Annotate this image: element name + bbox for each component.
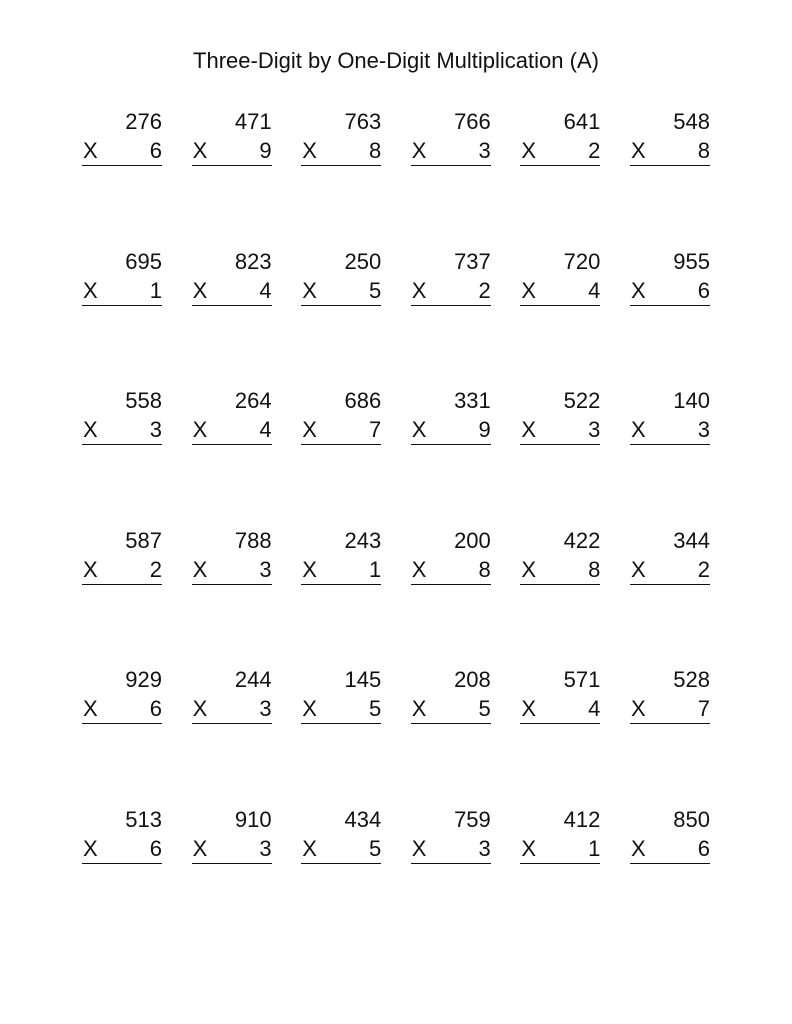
multiplier: 5: [368, 696, 382, 721]
multiplier: 5: [478, 696, 491, 721]
multiplier-line: [630, 277, 710, 306]
multiply-sign: X: [411, 696, 427, 721]
multiplication-problem: [520, 387, 600, 447]
multiplicand: 929: [125, 667, 162, 692]
multiplication-problem: [520, 666, 600, 726]
multiplier: 7: [368, 417, 382, 442]
multiplier-line: [82, 277, 162, 306]
multiplier-line: [301, 835, 381, 864]
problem-grid: [82, 108, 710, 945]
multiplier-line: [411, 137, 491, 166]
multiply-sign: X: [83, 835, 98, 861]
multiplicand: 910: [234, 806, 272, 832]
multiplication-problem: [82, 527, 162, 587]
multiply-sign: X: [630, 138, 646, 163]
multiply-sign: X: [630, 696, 646, 721]
multiplicand: 422: [563, 527, 601, 553]
multiplier-line: [82, 835, 162, 864]
multiplicand: 720: [563, 248, 601, 274]
multiplicand: 140: [673, 388, 710, 413]
multiplication-problem: [82, 108, 162, 168]
multiplier-line: [411, 416, 491, 445]
multiplier: 9: [478, 417, 491, 442]
multiplier-line: [630, 137, 710, 166]
multiplication-problem: [411, 806, 491, 866]
multiplicand: 823: [234, 248, 272, 274]
multiplicand: 641: [563, 109, 601, 134]
worksheet-title: Three-Digit by One-Digit Multiplication (A): [193, 48, 599, 73]
multiplication-problem: [82, 387, 162, 447]
multiplication-problem: [192, 527, 272, 587]
multiply-sign: X: [83, 556, 98, 582]
multiplier-line: [630, 416, 710, 445]
multiplier-line: [192, 695, 272, 724]
multiplier: 6: [697, 835, 710, 861]
multiplier: 4: [259, 417, 272, 442]
multiplier: 1: [368, 556, 382, 582]
multiplier-line: [411, 835, 491, 864]
multiplication-problem: [520, 108, 600, 168]
multiply-sign: X: [302, 835, 317, 861]
multiplier-line: [520, 137, 600, 166]
multiplication-problem: [520, 527, 600, 587]
multiply-sign: X: [630, 417, 646, 442]
problem-row: [82, 666, 710, 806]
multiplicand: 955: [673, 248, 710, 274]
multiplier-line: [301, 277, 381, 306]
multiply-sign: X: [83, 417, 98, 442]
multiply-sign: X: [411, 556, 427, 582]
multiplier: 8: [368, 138, 382, 163]
multiplier-line: [411, 277, 491, 306]
multiply-sign: X: [192, 835, 208, 861]
multiplication-problem: [301, 248, 381, 308]
multiplier-line: [192, 277, 272, 306]
multiply-sign: X: [411, 277, 427, 303]
multiplier-line: [192, 835, 272, 864]
multiplication-problem: [301, 387, 381, 447]
multiplication-problem: [630, 387, 710, 447]
multiplier: 2: [478, 277, 491, 303]
multiply-sign: X: [630, 835, 646, 861]
multiplicand: 208: [454, 667, 491, 692]
multiplicand: 737: [454, 248, 491, 274]
multiply-sign: X: [630, 277, 646, 303]
multiplicand: 763: [344, 109, 382, 134]
multiplicand: 528: [673, 667, 710, 692]
multiply-sign: X: [521, 417, 537, 442]
multiplier-line: [301, 695, 381, 724]
multiplicand: 587: [125, 527, 162, 553]
problem-row: [82, 806, 710, 946]
multiplicand: 571: [563, 667, 601, 692]
multiplier-line: [520, 695, 600, 724]
multiplier: 4: [588, 696, 601, 721]
multiplier: 3: [149, 417, 162, 442]
multiplier-line: [520, 556, 600, 585]
multiplication-problem: [520, 806, 600, 866]
multiplication-problem: [192, 108, 272, 168]
multiply-sign: X: [521, 696, 537, 721]
multiplier-line: [520, 277, 600, 306]
multiplier: 6: [149, 696, 162, 721]
multiply-sign: X: [521, 277, 537, 303]
multiplier: 8: [697, 138, 710, 163]
multiplier: 3: [259, 835, 272, 861]
multiplicand: 558: [125, 388, 162, 413]
multiply-sign: X: [83, 277, 98, 303]
multiplier: 8: [588, 556, 601, 582]
multiplier: 6: [697, 277, 710, 303]
multiplier-line: [192, 556, 272, 585]
problem-row: [82, 108, 710, 248]
multiplication-problem: [630, 248, 710, 308]
problem-row: [82, 387, 710, 527]
multiply-sign: X: [192, 417, 208, 442]
multiplicand: 471: [234, 109, 272, 134]
multiply-sign: X: [302, 277, 317, 303]
multiplier-line: [301, 137, 381, 166]
multiplicand: 243: [344, 527, 382, 553]
multiplier: 3: [588, 417, 601, 442]
multiplier: 5: [368, 277, 382, 303]
multiplication-problem: [82, 806, 162, 866]
multiply-sign: X: [192, 556, 208, 582]
multiplier-line: [630, 556, 710, 585]
multiplication-problem: [82, 248, 162, 308]
multiplier-line: [411, 556, 491, 585]
multiplicand: 850: [673, 806, 710, 832]
multiplicand: 766: [454, 109, 491, 134]
multiply-sign: X: [83, 138, 98, 163]
multiplicand: 522: [563, 388, 601, 413]
multiplier: 9: [259, 138, 272, 163]
multiply-sign: X: [521, 835, 537, 861]
multiplicand: 686: [344, 388, 382, 413]
multiply-sign: X: [302, 417, 317, 442]
multiplier-line: [630, 835, 710, 864]
multiplier: 3: [697, 417, 710, 442]
multiplier: 2: [697, 556, 710, 582]
multiplier-line: [82, 416, 162, 445]
multiply-sign: X: [302, 696, 317, 721]
multiplier: 1: [149, 277, 162, 303]
multiplication-problem: [192, 248, 272, 308]
multiplier: 2: [588, 138, 601, 163]
multiplier: 2: [149, 556, 162, 582]
multiplier: 3: [259, 696, 272, 721]
multiplication-problem: [301, 108, 381, 168]
multiplicand: 434: [344, 806, 382, 832]
multiplication-problem: [82, 666, 162, 726]
multiplier: 5: [368, 835, 382, 861]
multiplication-problem: [411, 527, 491, 587]
multiply-sign: X: [192, 138, 208, 163]
multiplication-problem: [411, 387, 491, 447]
multiplicand: 276: [125, 109, 162, 134]
multiplier: 7: [697, 696, 710, 721]
multiplicand: 513: [125, 806, 162, 832]
multiplier: 4: [588, 277, 601, 303]
multiplier: 4: [259, 277, 272, 303]
multiplier-line: [301, 416, 381, 445]
multiplication-problem: [301, 666, 381, 726]
multiply-sign: X: [630, 556, 646, 582]
multiplicand: 331: [454, 388, 491, 413]
multiply-sign: X: [411, 835, 427, 861]
multiplication-problem: [630, 108, 710, 168]
multiplier-line: [630, 695, 710, 724]
multiplication-problem: [411, 666, 491, 726]
multiply-sign: X: [192, 277, 208, 303]
multiplier-line: [301, 556, 381, 585]
multiplier-line: [411, 695, 491, 724]
multiplier: 6: [149, 835, 162, 861]
multiplier-line: [82, 137, 162, 166]
multiplication-problem: [630, 806, 710, 866]
multiplication-problem: [411, 108, 491, 168]
multiplicand: 264: [234, 388, 272, 413]
problem-row: [82, 527, 710, 667]
multiplier: 3: [478, 138, 491, 163]
multiplier: 6: [149, 138, 162, 163]
multiplication-problem: [301, 527, 381, 587]
multiplier-line: [192, 416, 272, 445]
multiplication-problem: [411, 248, 491, 308]
multiplier: 1: [588, 835, 601, 861]
multiplier-line: [192, 137, 272, 166]
multiplication-problem: [630, 527, 710, 587]
multiplicand: 788: [234, 527, 272, 553]
multiplier-line: [82, 695, 162, 724]
multiplicand: 548: [673, 109, 710, 134]
multiplicand: 695: [125, 248, 162, 274]
multiplication-problem: [520, 248, 600, 308]
multiplicand: 250: [344, 248, 382, 274]
multiply-sign: X: [302, 138, 317, 163]
multiplicand: 412: [563, 806, 601, 832]
multiplication-problem: [192, 387, 272, 447]
multiplicand: 145: [344, 667, 382, 692]
multiplication-problem: [192, 806, 272, 866]
multiplier-line: [82, 556, 162, 585]
multiply-sign: X: [411, 138, 427, 163]
multiply-sign: X: [521, 556, 537, 582]
multiplier: 3: [259, 556, 272, 582]
multiply-sign: X: [521, 138, 537, 163]
multiply-sign: X: [411, 417, 427, 442]
multiply-sign: X: [83, 696, 98, 721]
multiply-sign: X: [302, 556, 317, 582]
problem-row: [82, 248, 710, 388]
multiplicand: 759: [454, 806, 491, 832]
multiplication-problem: [192, 666, 272, 726]
multiplier: 8: [478, 556, 491, 582]
multiply-sign: X: [192, 696, 208, 721]
multiplicand: 244: [234, 667, 272, 692]
multiplication-problem: [630, 666, 710, 726]
multiplication-problem: [301, 806, 381, 866]
multiplicand: 200: [454, 527, 491, 553]
multiplier-line: [520, 835, 600, 864]
multiplier: 3: [478, 835, 491, 861]
multiplicand: 344: [673, 527, 710, 553]
multiplier-line: [520, 416, 600, 445]
